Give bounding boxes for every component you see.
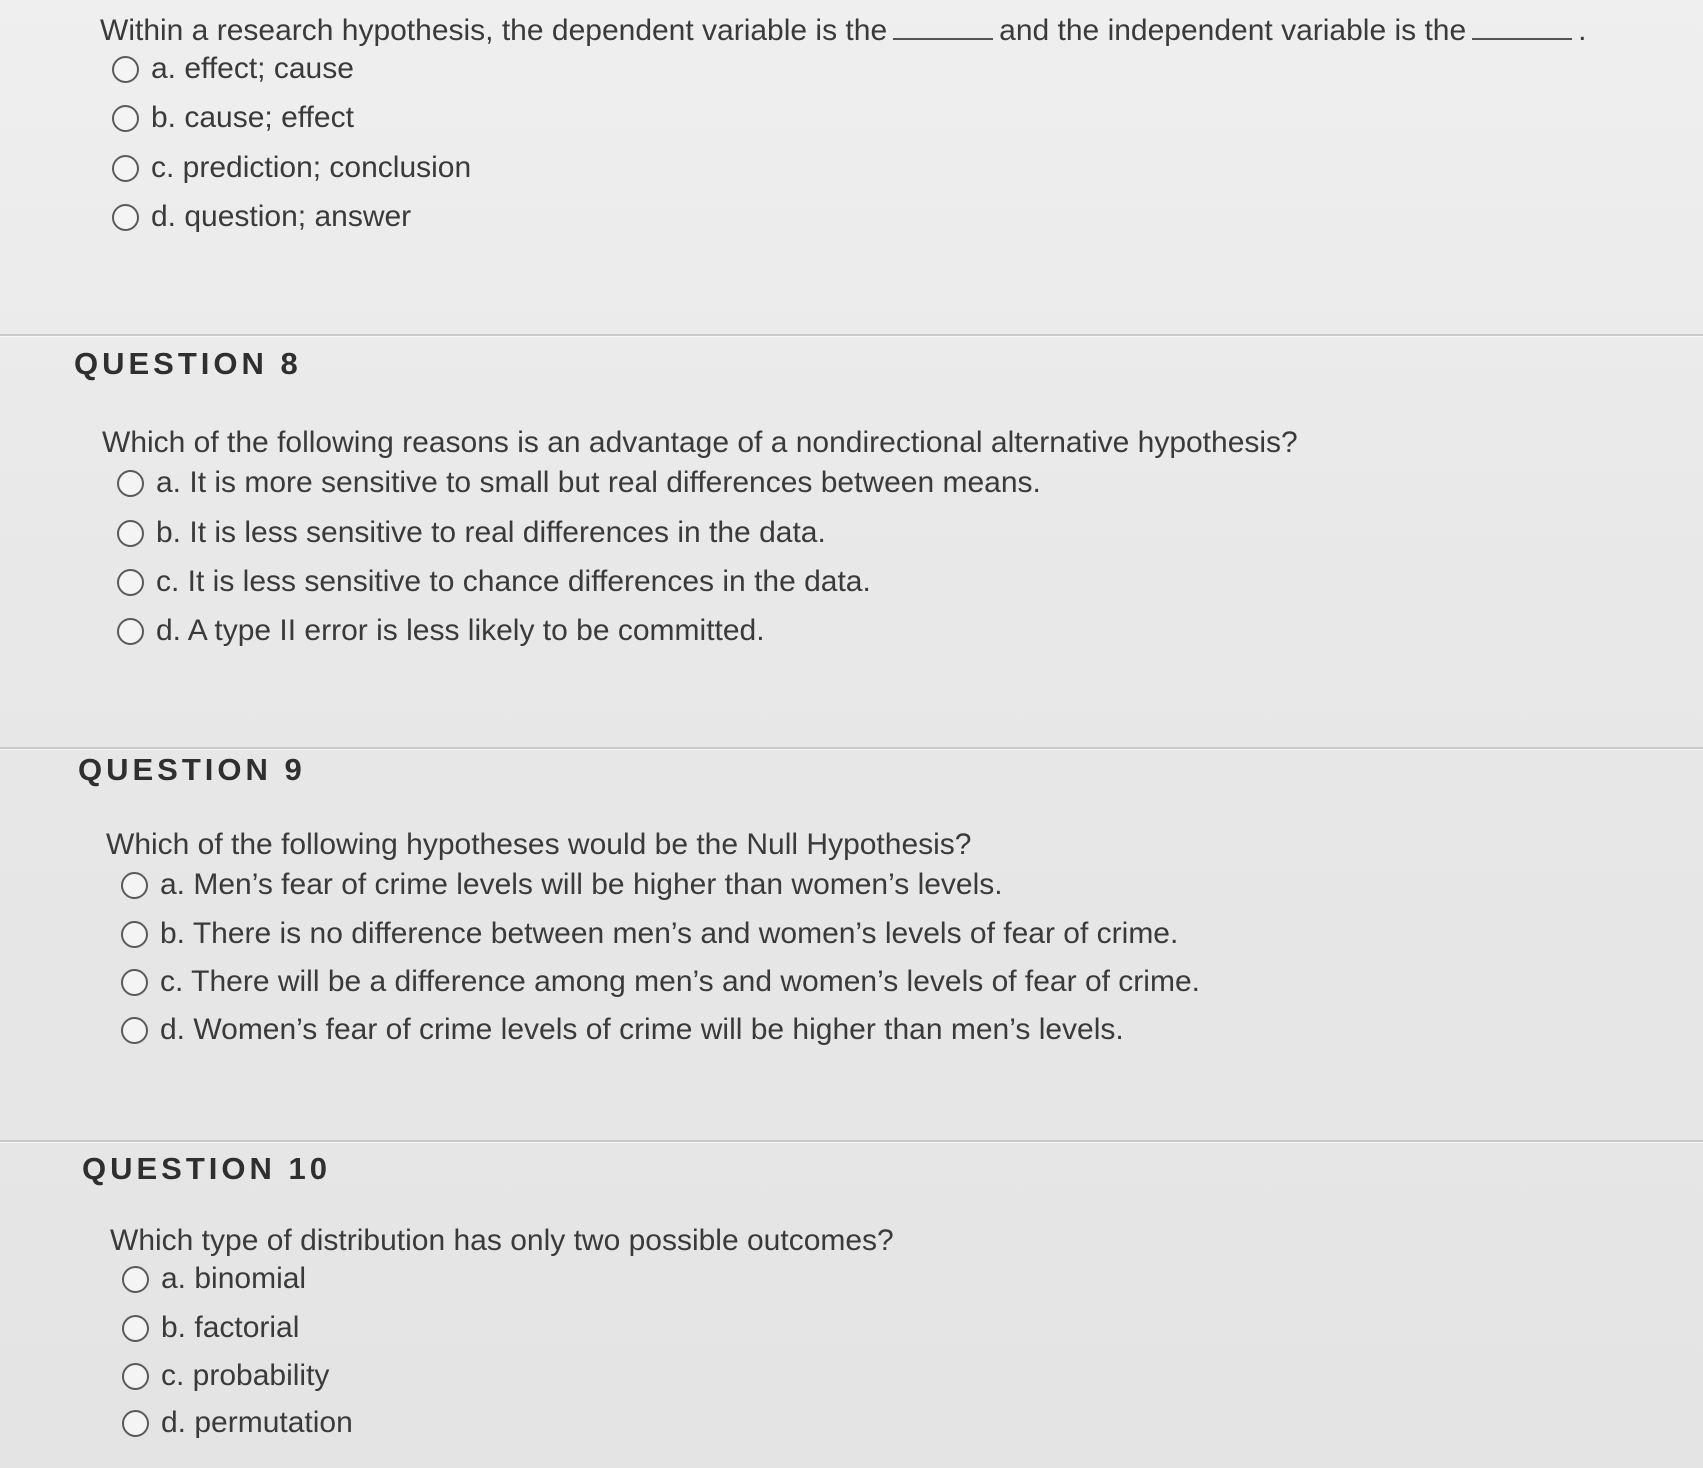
question-7-text — [100, 12, 1587, 48]
option-label: c. There will be a difference among men’s and women’s levels of fear of crime. — [160, 965, 1200, 998]
question-9-option-d[interactable] — [121, 1013, 1124, 1047]
radio-button[interactable] — [112, 155, 139, 182]
option-label: a. Men’s fear of crime levels will be higher than women’s levels. — [160, 868, 1003, 901]
option-label: d. A type II error is less likely to be committed. — [156, 614, 765, 647]
question-9-option-b[interactable] — [121, 917, 1178, 951]
question-7-text-before: Within a research hypothesis, the dependent variable is the — [100, 14, 888, 47]
option-label: a. binomial — [161, 1262, 307, 1295]
option-label: b. factorial — [161, 1311, 300, 1344]
option-label: a. It is more sensitive to small but real differences between means. — [156, 466, 1041, 499]
question-7-option-c[interactable] — [112, 151, 471, 185]
option-label: d. Women’s fear of crime levels of crime will be higher than men’s levels. — [160, 1013, 1124, 1046]
radio-button[interactable] — [121, 1017, 148, 1044]
question-10-header: QUESTION 10 — [82, 1151, 331, 1186]
answer-blank — [893, 12, 993, 40]
option-label: c. probability — [161, 1359, 330, 1392]
question-8-option-a[interactable] — [117, 466, 1041, 500]
question-10-option-c[interactable] — [122, 1359, 329, 1393]
question-8-option-c[interactable] — [117, 565, 871, 599]
option-label: c. It is less sensitive to chance differences in the data. — [156, 565, 871, 598]
option-label: b. cause; effect — [151, 101, 354, 134]
radio-button[interactable] — [122, 1363, 149, 1390]
option-label: d. permutation — [161, 1406, 353, 1439]
radio-button[interactable] — [121, 872, 148, 899]
radio-button[interactable] — [112, 56, 139, 83]
radio-button[interactable] — [117, 618, 144, 645]
question-9-header: QUESTION 9 — [78, 752, 306, 787]
question-7-option-a[interactable] — [112, 52, 354, 86]
radio-button[interactable] — [117, 470, 144, 497]
question-10-text: Which type of distribution has only two possible outcomes? — [110, 1224, 894, 1257]
question-8-option-d[interactable] — [117, 614, 765, 648]
radio-button[interactable] — [112, 204, 139, 231]
question-divider — [0, 1140, 1703, 1143]
question-7-text-middle: and the independent variable is the — [999, 14, 1467, 47]
radio-button[interactable] — [121, 921, 148, 948]
radio-button[interactable] — [117, 569, 144, 596]
radio-button[interactable] — [117, 520, 144, 547]
question-9-option-c[interactable] — [121, 965, 1200, 999]
question-7-option-d[interactable] — [112, 200, 411, 234]
radio-button[interactable] — [122, 1315, 149, 1342]
radio-button[interactable] — [121, 969, 148, 996]
question-7-text-end: . — [1578, 14, 1587, 47]
option-label: b. It is less sensitive to real differences in the data. — [156, 516, 826, 549]
question-10-option-a[interactable] — [122, 1262, 306, 1296]
question-9-text: Which of the following hypotheses would be the Null Hypothesis? — [106, 828, 972, 861]
option-label: d. question; answer — [151, 200, 412, 233]
radio-button[interactable] — [122, 1266, 149, 1293]
question-9-option-a[interactable] — [121, 868, 1003, 902]
option-label: b. There is no difference between men’s and women’s levels of fear of crime. — [160, 917, 1179, 950]
option-label: a. effect; cause — [151, 52, 354, 85]
option-label: c. prediction; conclusion — [151, 151, 472, 184]
answer-blank — [1472, 12, 1572, 40]
question-8-option-b[interactable] — [117, 516, 826, 550]
radio-button[interactable] — [112, 105, 139, 132]
question-10-option-d[interactable] — [122, 1406, 353, 1440]
question-10-option-b[interactable] — [122, 1311, 299, 1345]
question-7-option-b[interactable] — [112, 101, 354, 135]
question-8-text: Which of the following reasons is an advantage of a nondirectional alternative hypothesis? — [102, 426, 1298, 459]
question-8-header: QUESTION 8 — [74, 346, 302, 381]
radio-button[interactable] — [122, 1410, 149, 1437]
question-divider — [0, 747, 1703, 750]
question-divider — [0, 334, 1703, 337]
